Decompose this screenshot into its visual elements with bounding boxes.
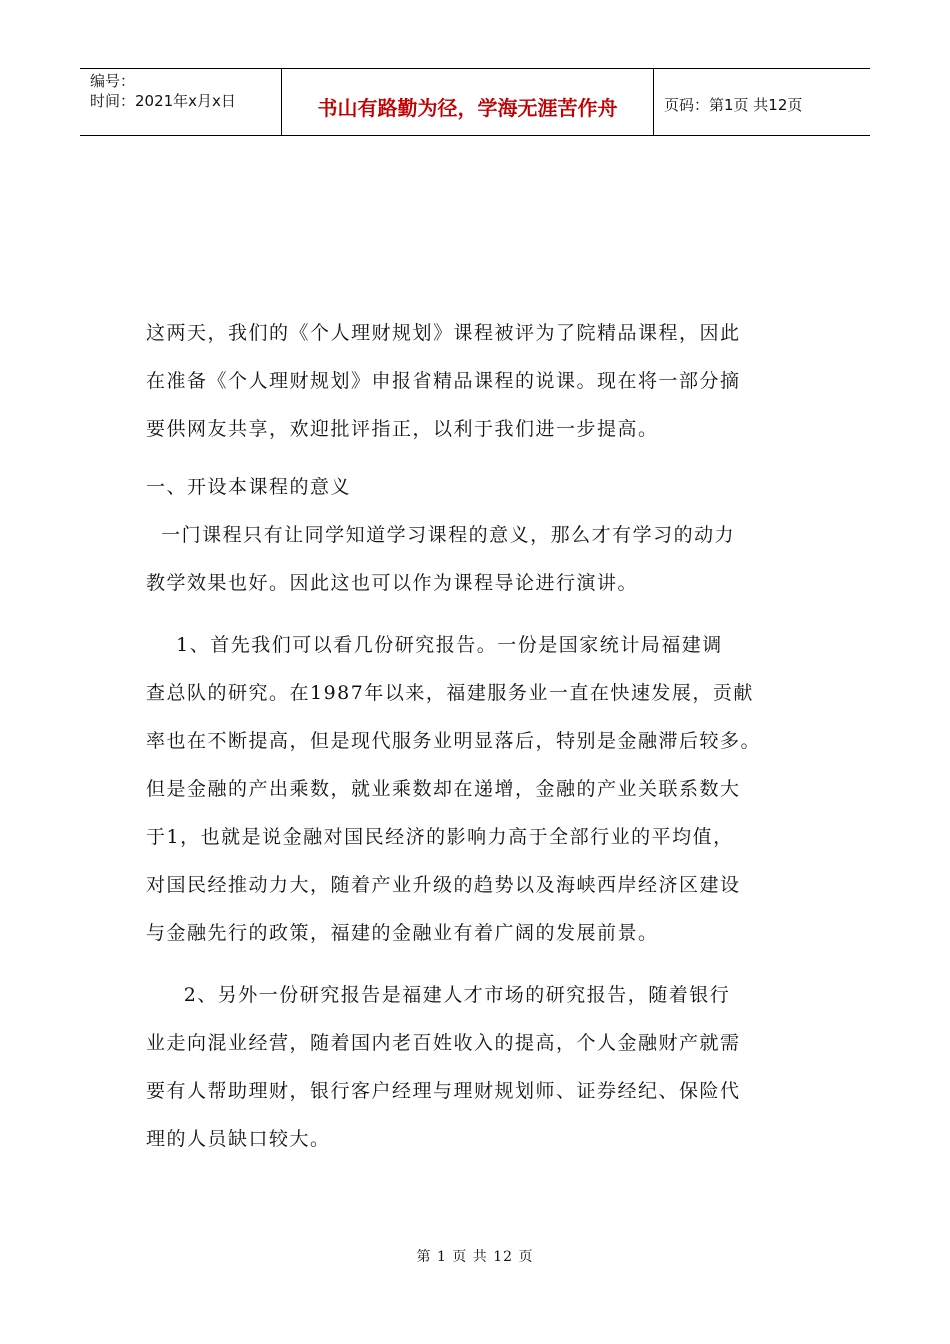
- text-line: 查总队的研究。在1987年以来，福建服务业一直在快速发展，贡献: [146, 682, 754, 704]
- text-line: 于1，也就是说金融对国民经济的影响力高于全部行业的平均值，: [146, 826, 734, 848]
- point-1-paragraph: [146, 630, 810, 966]
- text-line: 教学效果也好。因此这也可以作为课程导论进行演讲。: [146, 572, 639, 594]
- text-line: 要供网友共享，欢迎批评指正，以利于我们进一步提高。: [146, 418, 659, 440]
- page-header: [80, 68, 870, 136]
- header-motto: 书山有路勤为径，学海无涯苦作舟: [282, 69, 654, 135]
- text-line: 对国民经推动力大，随着产业升级的趋势以及海峡西岸经济区建设: [146, 874, 741, 896]
- section-intro-paragraph: [146, 520, 810, 616]
- header-page-number: 页码：第1页 共12页: [664, 95, 803, 114]
- header-meta: [80, 69, 282, 135]
- text-line: 在准备《个人理财规划》申报省精品课程的说课。现在将一部分摘: [146, 370, 741, 392]
- intro-paragraph: [146, 318, 810, 462]
- text-line: 与金融先行的政策，福建的金融业有着广阔的发展前景。: [146, 922, 659, 944]
- text-line: 但是金融的产出乘数，就业乘数却在递增，金融的产业关联系数大: [146, 778, 741, 800]
- text-line: 率也在不断提高，但是现代服务业明显落后，特别是金融滞后较多。: [146, 730, 762, 752]
- text-line: 2、另外一份研究报告是福建人才市场的研究报告，随着银行: [146, 984, 731, 1006]
- document-body: [146, 318, 810, 1172]
- text-line: 这两天，我们的《个人理财规划》课程被评为了院精品课程，因此: [146, 322, 741, 344]
- point-2-paragraph: [146, 980, 810, 1172]
- text-line: 理的人员缺口较大。: [146, 1128, 331, 1150]
- text-line: 一门课程只有让同学知道学习课程的意义，那么才有学习的动力: [146, 524, 736, 546]
- document-number-label: 编号：: [90, 72, 136, 90]
- text-line: 1、首先我们可以看几份研究报告。一份是国家统计局福建调: [146, 634, 723, 656]
- document-date-label: 时间：2021年x月x日: [90, 92, 236, 110]
- page-footer: 第 1 页 共 12 页: [416, 1249, 534, 1265]
- section-title: 一、开设本课程的意义: [146, 476, 352, 498]
- text-line: 要有人帮助理财，银行客户经理与理财规划师、证券经纪、保险代: [146, 1080, 741, 1102]
- text-line: 业走向混业经营，随着国内老百姓收入的提高，个人金融财产就需: [146, 1032, 741, 1054]
